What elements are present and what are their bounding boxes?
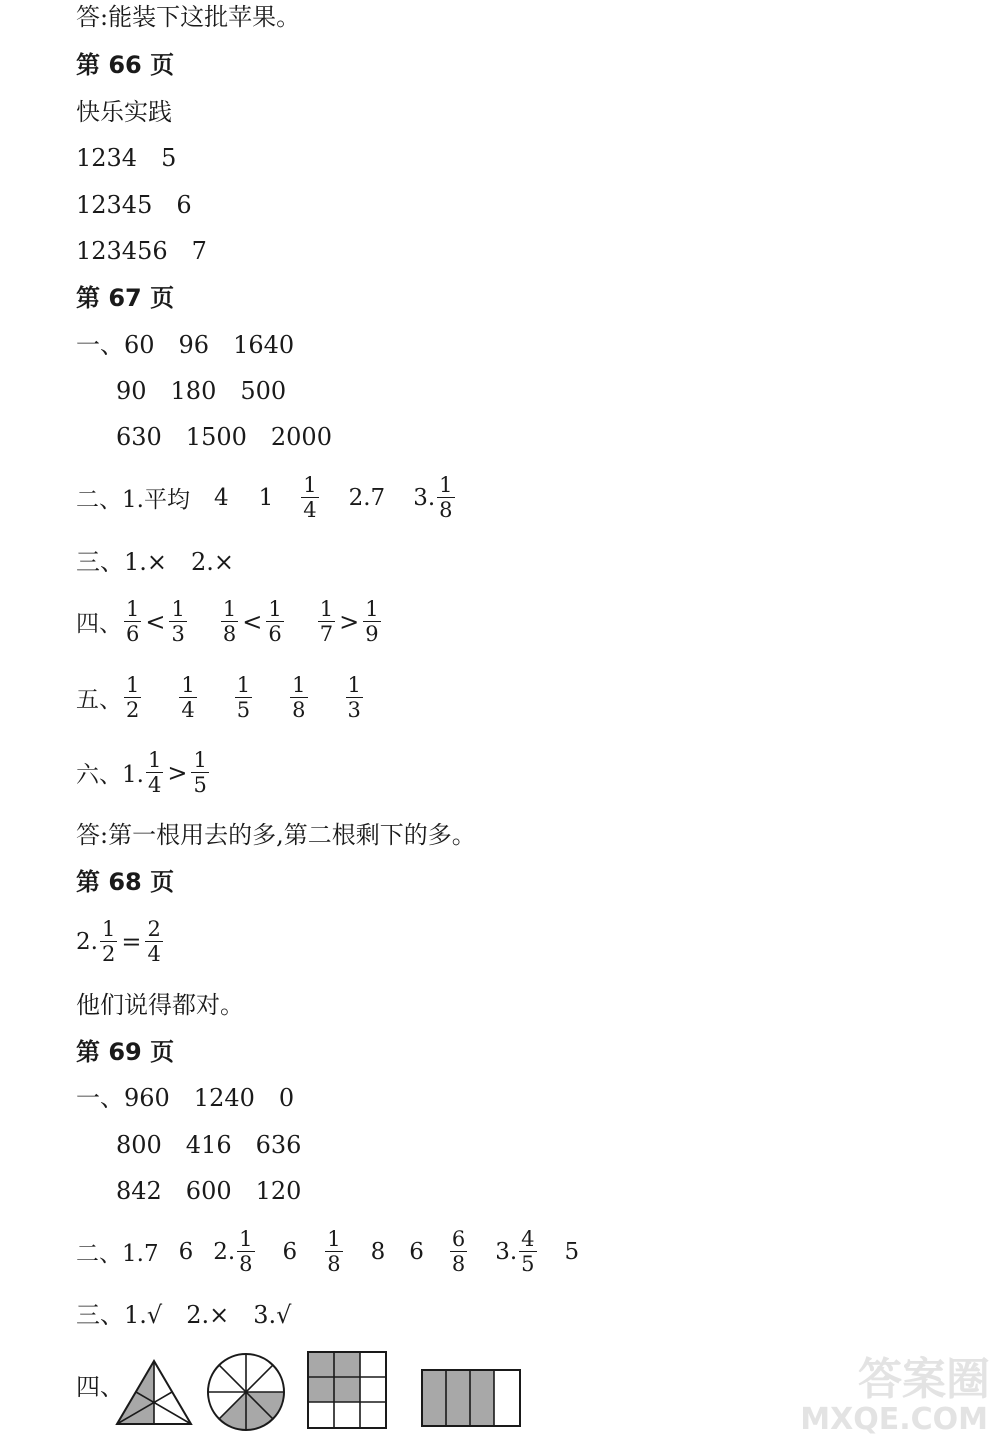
fraction: $\frac{1}{8}$ (439, 473, 453, 522)
fraction: $\frac{2}{4}$ (147, 917, 161, 966)
they-all-right: 他们说得都对。 (76, 991, 244, 1019)
p69-q2-row (76, 1228, 579, 1275)
p67-q1-row1: 一、60 96 1640 (76, 331, 295, 359)
grid-figure (306, 1350, 388, 1430)
p67-q6-prefix: 六、1. (76, 762, 144, 788)
p67-q1-row3: 630 1500 2000 (116, 423, 332, 451)
fraction: $\frac{1}{3}$ (347, 673, 361, 722)
p67-q5-row (76, 674, 365, 721)
fraction: $\frac{1}{6}$ (126, 597, 140, 646)
p67-q3-row: 三、1.× 2.× (76, 548, 235, 576)
p69-q2-a: 6 (178, 1238, 194, 1265)
watermark-url: MXQE.COM (800, 1402, 988, 1437)
p69-q2-d: 6 (409, 1238, 424, 1265)
rectangle-figure (420, 1368, 522, 1428)
fraction: $\frac{1}{5}$ (236, 673, 251, 722)
practice-row-3: 123456 7 (76, 237, 207, 265)
p67-q2-word: 平均 (143, 487, 190, 513)
p69-q1-row2: 800 416 636 (116, 1131, 302, 1159)
p67-q2-p3: 3. (413, 484, 436, 511)
p69-q2-p2: 2. (213, 1238, 236, 1265)
p67-q4-row (76, 598, 383, 645)
page-heading-69: 第 69 页 (76, 1038, 175, 1066)
p67-q1-row2: 90 180 500 (116, 377, 287, 405)
equals-symbol: = (121, 927, 142, 956)
p69-q1-row3: 842 600 120 (116, 1177, 302, 1205)
answer-apples: 答:能装下这批苹果。 (76, 3, 301, 31)
p67-q5-prefix: 五、 (76, 687, 122, 713)
p69-q2-b: 6 (282, 1238, 298, 1265)
fraction: $\frac{1}{8}$ (327, 1227, 341, 1276)
compare-symbol: > (339, 607, 360, 636)
fraction: $\frac{1}{8}$ (239, 1227, 253, 1276)
p67-q2-mid: 2.7 (348, 484, 386, 511)
compare-symbol: > (167, 758, 188, 787)
fraction: $\frac{6}{8}$ (451, 1227, 466, 1276)
fraction: $\frac{1}{8}$ (222, 597, 237, 646)
fraction: $\frac{1}{9}$ (365, 597, 379, 646)
answer-rope: 答:第一根用去的多,第二根剩下的多。 (76, 821, 476, 849)
p69-q2-e: 5 (564, 1238, 580, 1265)
fraction: $\frac{1}{8}$ (292, 673, 306, 722)
p69-q1-row1: 一、960 1240 0 (76, 1084, 295, 1112)
fraction: $\frac{1}{7}$ (319, 597, 334, 646)
fraction: $\frac{1}{4}$ (303, 473, 317, 522)
fraction: $\frac{1}{6}$ (268, 597, 282, 646)
practice-row-1: 1234 5 (76, 144, 177, 172)
circle-figure (204, 1350, 288, 1434)
p67-q2-b: 1 (258, 484, 274, 511)
p69-q4-prefix: 四、 (76, 1373, 124, 1401)
fraction: $\frac{1}{2}$ (101, 917, 116, 966)
page-heading-66: 第 66 页 (76, 51, 175, 79)
compare-symbol: < (242, 607, 263, 636)
p67-q2-a: 4 (213, 484, 229, 511)
p69-q2-p3: 3. (495, 1238, 518, 1265)
fraction: $\frac{1}{4}$ (181, 673, 195, 722)
p68-q2-row (76, 918, 165, 965)
fraction: $\frac{1}{3}$ (171, 597, 185, 646)
p67-q2-prefix: 二、1. (76, 487, 144, 513)
practice-row-2: 12345 6 (76, 191, 192, 219)
p69-q3-row: 三、1.√ 2.× 3.√ (76, 1301, 292, 1329)
p67-q6-row (76, 749, 211, 796)
p68-q2-prefix: 2. (76, 928, 98, 955)
p67-q4-prefix: 四、 (76, 611, 122, 637)
fraction: $\frac{1}{5}$ (193, 748, 207, 797)
page-heading-67: 第 67 页 (76, 284, 175, 312)
fraction: $\frac{1}{4}$ (147, 748, 162, 797)
watermark-logo: 答案圈 (858, 1354, 990, 1405)
triangle-figure (114, 1358, 194, 1428)
section-title-practice: 快乐实践 (76, 98, 172, 126)
p69-q2-c: 8 (370, 1238, 386, 1265)
compare-symbol: < (145, 607, 166, 636)
p69-q2-prefix: 二、1.7 (76, 1241, 159, 1267)
fraction: $\frac{4}{5}$ (521, 1227, 535, 1276)
p67-q2-row (76, 474, 457, 521)
fraction: $\frac{1}{2}$ (126, 673, 140, 722)
page-heading-68: 第 68 页 (76, 868, 175, 896)
